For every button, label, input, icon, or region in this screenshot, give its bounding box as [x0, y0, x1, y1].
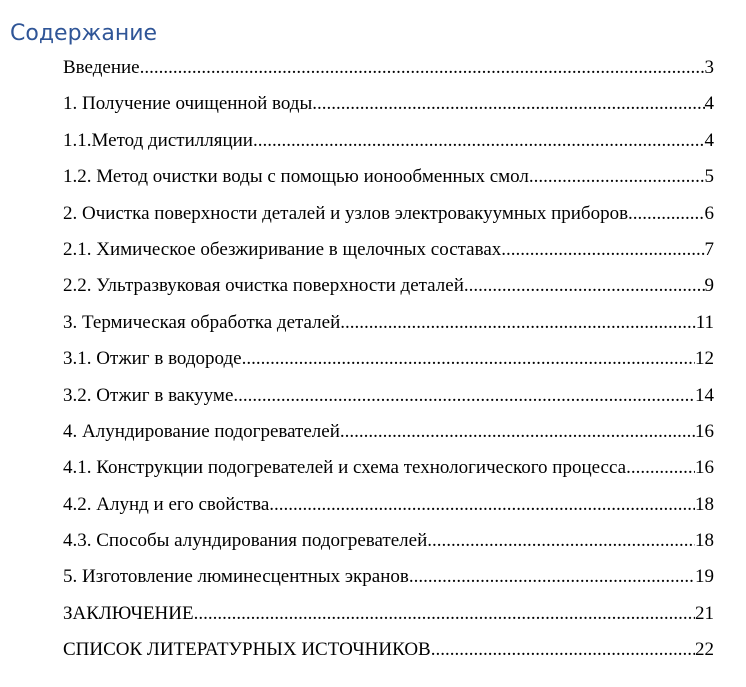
toc-leader-dots: [427, 529, 695, 553]
toc-entry-text: 4.1. Конструкции подогревателей и схема технологического процесса: [63, 457, 627, 479]
toc-leader-dots: [233, 384, 695, 408]
toc-entry-page: 4: [704, 129, 714, 151]
toc-entry-text: 3.2. Отжиг в вакууме: [63, 384, 234, 406]
toc-entry-text: 5. Изготовление люминесцентных экранов: [63, 566, 409, 588]
toc-entry-page: 18: [695, 493, 714, 515]
toc-entry[interactable]: [63, 420, 714, 456]
toc-entry[interactable]: [63, 347, 714, 383]
toc-leader-dots: [242, 347, 695, 371]
toc-leader-dots: [340, 311, 695, 335]
toc-entry[interactable]: [63, 129, 714, 165]
toc-entry-page: 5: [704, 166, 714, 188]
toc-entry[interactable]: [63, 565, 714, 601]
toc-entry-text: СПИСОК ЛИТЕРАТУРНЫХ ИСТОЧНИКОВ: [63, 639, 431, 661]
toc-entry-text: 3.1. Отжиг в водороде: [63, 348, 242, 370]
toc-entry-page: 19: [695, 566, 714, 588]
toc-leader-dots: [409, 565, 695, 589]
toc-entry[interactable]: [63, 202, 714, 238]
toc-entry-text: 4. Алундирование подогревателей: [63, 420, 340, 442]
toc-leader-dots: [633, 202, 705, 226]
toc-entry[interactable]: [63, 384, 714, 420]
toc-entry-page: 14: [695, 384, 714, 406]
toc-entry-page: 16: [695, 420, 714, 442]
toc-leader-dots: [194, 602, 695, 626]
toc-entry[interactable]: [63, 529, 714, 565]
toc-leader-dots: [140, 56, 705, 80]
toc-leader-dots: [253, 129, 705, 153]
toc-leader-dots: [501, 238, 704, 262]
toc-title: Содержание: [10, 21, 158, 46]
toc-entry-page: 21: [695, 602, 714, 624]
toc-leader-dots: [269, 493, 695, 517]
toc-entry-page: 16: [695, 457, 714, 479]
toc-entry[interactable]: [63, 165, 714, 201]
toc-entry-page: 6: [704, 202, 714, 224]
toc-leader-dots: [340, 420, 695, 444]
toc-entry-text: Введение: [63, 57, 140, 78]
toc-leader-dots: [464, 274, 705, 298]
toc-entry[interactable]: [63, 238, 714, 274]
toc-entry[interactable]: [63, 456, 714, 492]
toc-entry[interactable]: [63, 638, 714, 674]
toc-entry-text: 2. Очистка поверхности деталей и узлов электровакуумных приборов.: [63, 202, 633, 224]
toc-entry[interactable]: [63, 493, 714, 529]
toc-entry-text: 4.3. Способы алундирования подогревателей: [63, 530, 428, 552]
toc-entry-text: 3. Термическая обработка деталей: [63, 311, 341, 333]
toc-entry-text: 4.2. Алунд и его свойства: [63, 493, 270, 515]
toc-entry-text: 2.1. Химическое обезжиривание в щелочных составах: [63, 238, 502, 260]
toc-list: [63, 56, 714, 675]
toc-leader-dots: [626, 456, 695, 480]
toc-entry-page: 9: [704, 275, 714, 297]
toc-leader-dots: [431, 638, 695, 662]
toc-entry-text: 2.2. Ультразвуковая очистка поверхности деталей: [63, 275, 464, 297]
toc-entry-page: 18: [695, 530, 714, 552]
toc-leader-dots: [529, 165, 705, 189]
toc-entry[interactable]: [63, 274, 714, 310]
toc-entry-page: 3: [704, 57, 714, 78]
toc-entry-page: 22: [695, 639, 714, 661]
toc-entry-page: 12: [695, 348, 714, 370]
toc-entry-text: 1.1.Метод дистилляции: [63, 129, 253, 151]
toc-entry-text: 1.2. Метод очистки воды с помощью ионообменных смол: [63, 166, 529, 188]
toc-entry-page: 7: [704, 238, 714, 260]
toc-entry-text: 1. Получение очищенной воды: [63, 93, 313, 115]
toc-entry[interactable]: [63, 92, 714, 128]
toc-entry[interactable]: [63, 56, 714, 92]
toc-entry[interactable]: [63, 602, 714, 638]
toc-entry[interactable]: [63, 311, 714, 347]
toc-leader-dots: [312, 92, 704, 116]
toc-entry-page: 11: [695, 311, 714, 333]
toc-entry-text: ЗАКЛЮЧЕНИЕ: [63, 602, 194, 624]
toc-entry-page: 4: [704, 93, 714, 115]
